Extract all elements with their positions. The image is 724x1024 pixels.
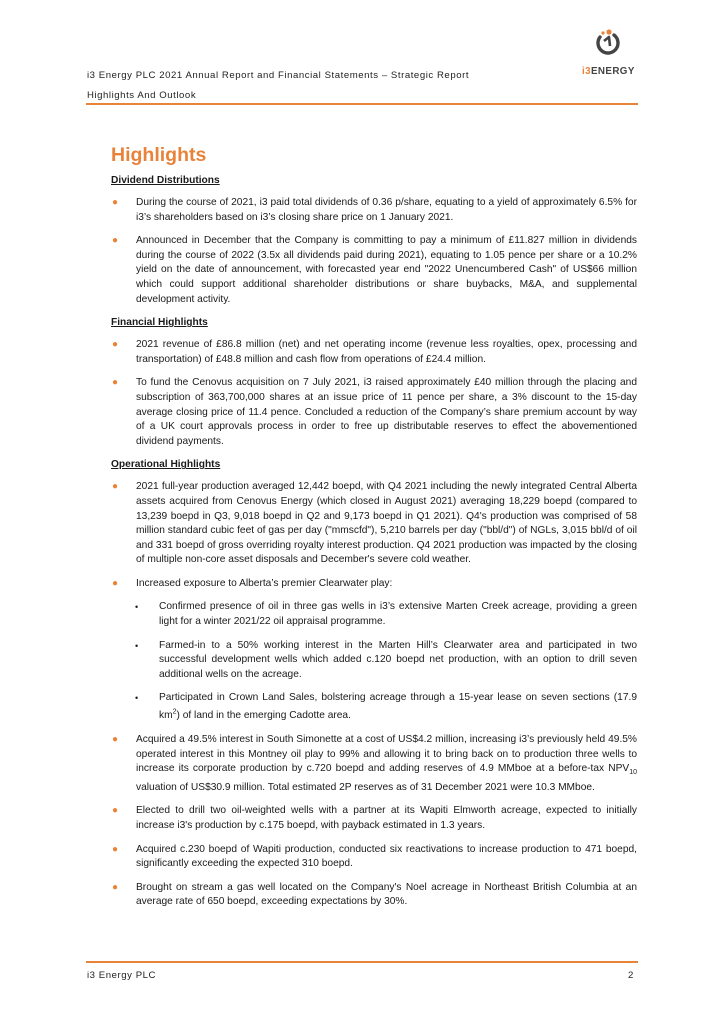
bullet-icon: ● [112,577,119,589]
bullet-icon: ● [112,881,119,893]
report-title: i3 Energy PLC 2021 Annual Report and Financial Statements – Strategic Report [87,70,470,81]
bullet-icon: ● [112,805,119,817]
list-item [111,196,637,225]
logo-mark-icon [594,28,622,58]
section-title-financial: Financial Highlights [111,317,208,329]
sub-list-item [111,639,637,683]
list-item [111,376,637,449]
company-logo [582,28,638,80]
section-title-dividend: Dividend Distributions [111,175,220,186]
list-item-text [136,734,637,793]
list-item [111,804,637,833]
logo-wordmark [582,66,635,77]
list-item [111,843,637,872]
bullet-icon: ● [112,339,119,351]
text-segment: Participated in Crown Land Sales, bolstering acreage through a 15-year lease on seven sections (17.9 km [159,692,637,722]
list-item-text: Increased exposure to Alberta’s premier Clearwater play: [136,577,393,589]
sub-list-item [111,691,637,724]
sub-bullet-icon: • [135,693,139,704]
list-item-text: Brought on stream a gas well located on the Company's Noel acreage in Northeast British Columbia at an average rate of 650 boepd, exceeding expectations by 30%. [136,881,637,908]
sub-list-item-text [159,692,637,721]
sub-bullet-icon: • [135,640,139,651]
section-title-operational: Operational Highlights [111,459,221,471]
bullet-icon: ● [112,843,119,855]
bullet-icon: ● [112,377,119,389]
list-item-text: Elected to drill two oil-weighted wells with a partner at its Wapiti Elmworth acreage, expected to initially increase i3's production by c.175 boepd, with payback estimated in 1.3 years. [136,805,637,832]
list-item-text: Announced in December that the Company is committing to pay a minimum of £11.827 million in dividends during the course of 2022 (3.5x all dividends paid during 2021), equating to 1.05 pence per share or a 10.2% yield on the date of announcement, with forecasted year end "2022 Unencumbered Cash" of US$66 million which could support additional shareholder distributions or share buybacks, M&A, and supplemental development activity. [136,235,637,305]
list-item-text: 2021 full-year production averaged 12,442 boepd, with Q4 2021 including the newly integrated Central Alberta assets acquired from Cenovus Energy (which closed in August 2021) averaging 18,229 boepd (compared to 13,239 boepd in Q3, 9,018 boepd in Q2 and 9,173 boepd in Q1 2021). Q4's production was comprised of 58 million standard cubic feet of gas per day ("mmscfd"), 5,210 barrels per day ("bbl/d") of NGLs, 3,015 bbl/d of oil and 331 boepd of gross overriding royalty interest production. Q4 2021 production was impacted by the closing of multiple non-core asset disposals and December's severe cold weather. [136,481,637,566]
text-segment: Acquired a 49.5% interest in South Simonette at a cost of US$4.2 million, increasing i3’s previously held 49.5% operated interest in this Montney oil play to 99% and allowing it to bring back on to production three wells to increase its corporate production by c.720 boepd and adding reserves of 4.9 MMboe at a before-tax NPV [136,734,637,775]
superscript: 2 [172,709,177,717]
logo-suffix: ENERGY [590,66,635,77]
list-item [111,338,637,367]
bullet-icon: ● [112,197,119,208]
sub-list-item [111,600,637,629]
bullet-icon: ● [112,481,119,493]
bullet-icon: ● [112,734,119,746]
list-item-text: During the course of 2021, i3 paid total dividends of 0.36 p/share, equating to a yield of approximately 6.5% for i3’s shareholders based on i3’s closing share price on 1 January 2021. [136,197,637,223]
main-content [111,143,637,919]
list-item-text: Acquired c.230 boepd of Wapiti production, conducted six reactivations to increase production to 471 boepd, significantly exceeding the expected 310 boepd. [136,843,637,870]
logo-prefix: i3 [582,66,591,77]
bullet-icon: ● [112,235,119,247]
text-segment: ) of land in the emerging Cadotte area. [176,710,351,722]
list-item [111,881,637,910]
list-item [111,480,637,568]
sub-list-item-text: Farmed-in to a 50% working interest in the Marten Hill’s Clearwater area and participated in two successful development wells which added c.120 boepd net production, with an option to drill seven additional wells on the acreage. [159,639,637,680]
section-subtitle: Highlights And Outlook [87,90,197,101]
list-item [111,733,637,795]
list-item-text: 2021 revenue of £86.8 million (net) and net operating income (revenue less royalties, opex, processing and transportation) of £48.8 million and cash flow from operations of £24.4 million. [136,339,637,365]
list-item [111,577,637,592]
footer-company: i3 Energy PLC [87,970,157,981]
text-segment: valuation of US$30.9 million. Total estimated 2P reserves as of 31 December 2021 were 10.3 MMboe. [136,781,595,793]
page-heading: Highlights [111,144,207,166]
footer-divider [86,961,638,963]
subscript: 10 [629,769,637,777]
list-item [111,234,637,307]
sub-list-item-text: Confirmed presence of oil in three gas wells in i3’s extensive Marten Creek acreage, providing a green light for a winter 2021/22 oil appraisal programme. [159,601,637,628]
page-number: 2 [628,970,634,981]
sub-bullet-icon: • [135,602,139,613]
list-item-text: To fund the Cenovus acquisition on 7 July 2021, i3 raised approximately £40 million through the placing and subscription of 363,700,000 shares at an issue price of 11 pence per share, a 3% discount to the 15-day average closing price of 11.4 pence. Concluded a reduction of the Company’s share premium account by way of a UK court approvals process in order to free up distributable reserves to effect the abovementioned dividend payments. [136,377,637,447]
header-divider [86,103,638,105]
